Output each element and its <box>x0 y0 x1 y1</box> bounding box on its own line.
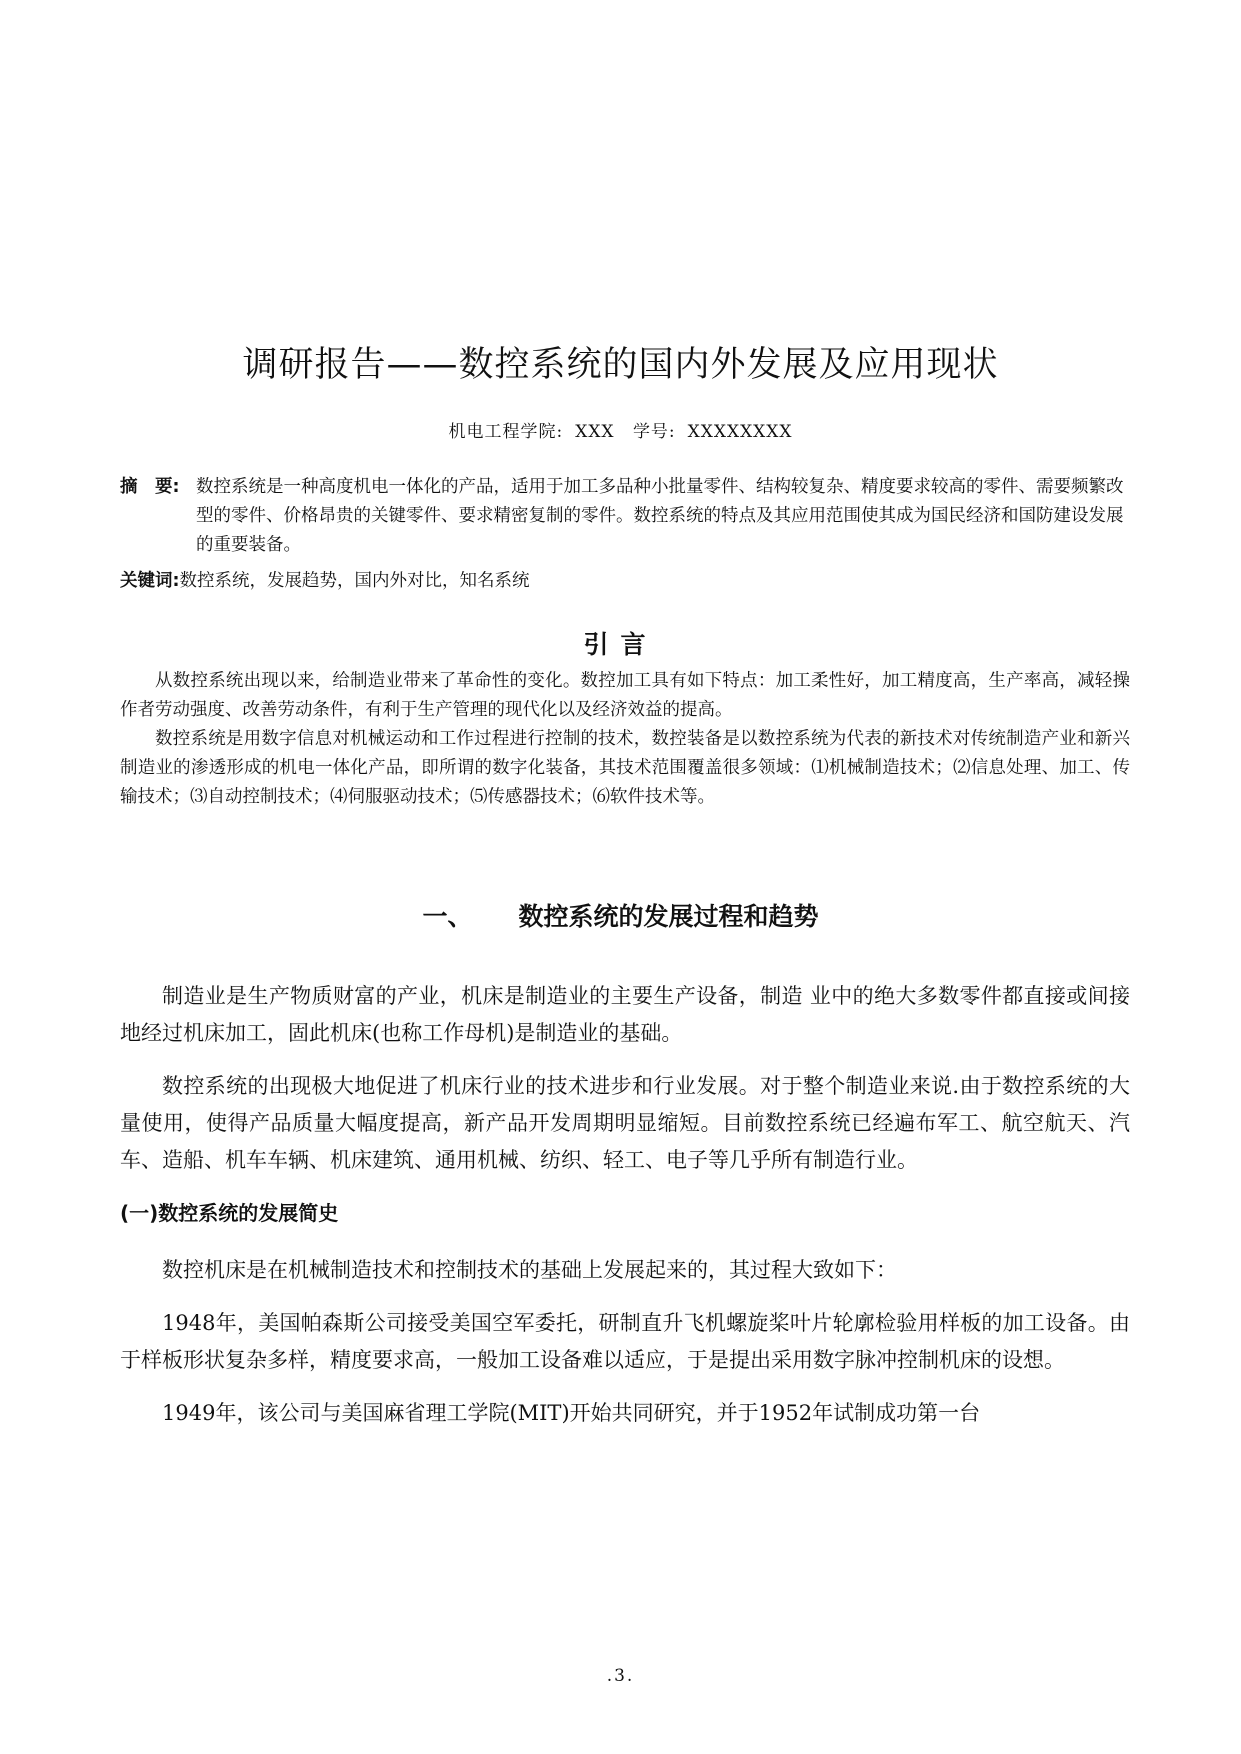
paragraph: 制造业是生产物质财富的产业，机床是制造业的主要生产设备，制造 业中的绝大多数零件都直接或间接地经过机床加工，固此机床(也称工作母机)是制造业的基础。 <box>120 984 1130 1045</box>
page-title: 调研报告——数控系统的国内外发展及应用现状 <box>242 345 999 385</box>
section-body <box>120 978 1130 1448</box>
abstract-text: 数控系统是一种高度机电一体化的产品，适用于加工多品种小批量零件、结构较复杂、精度要求较高的零件、需要频繁改型的零件、价格昂贵的关键零件、要求精密复制的零件。数控系统的特点及其应用范围使其成为国民经济和国防建设发展的重要装备。 <box>196 477 1124 555</box>
keywords-label: 关键词: <box>120 571 180 591</box>
author-line <box>0 417 1241 442</box>
college-label: 机电工程学院: <box>448 422 564 442</box>
intro-body <box>120 667 1130 812</box>
student-id-value: XXXXXXXX <box>687 422 793 442</box>
paragraph: 1948年，美国帕森斯公司接受美国空军委托，研制直升飞机螺旋桨叶片轮廓检验用样板的加工设备。由于样板形状复杂多样，精度要求高，一般加工设备难以适应，于是提出采用数字脉冲控制机床的设想。 <box>120 1311 1130 1372</box>
paragraph: 数控系统是用数字信息对机械运动和工作过程进行控制的技术，数控装备是以数控系统为代表的新技术对传统制造产业和新兴制造业的渗透形成的机电一体化产品，即所谓的数字化装备，其技术范围覆盖很多领域：⑴机械制造技术；⑵信息处理、加工、传输技术；⑶自动控制技术；⑷伺服驱动技术；⑸传感器技术；⑹软件技术等。 <box>120 729 1130 807</box>
paragraph: 数控系统的出现极大地促进了机床行业的技术进步和行业发展。对于整个制造业来说.由于数控系统的大量使用，使得产品质量大幅度提高，新产品开发周期明显缩短。目前数控系统已经遍布军工、航空航天、汽车、造船、机车车辆、机床建筑、通用机械、纺织、轻工、电子等几乎所有制造行业。 <box>120 1074 1130 1172</box>
abstract-label: 摘 要: <box>120 477 180 497</box>
abstract <box>120 473 1130 560</box>
section-number: 一、 <box>422 902 473 931</box>
author-name: XXX <box>575 422 615 442</box>
intro-heading: 引言 <box>583 630 658 659</box>
section-heading <box>0 897 1241 933</box>
section-title: 数控系统的发展过程和趋势 <box>518 902 819 931</box>
keywords-text: 数控系统，发展趋势，国内外对比，知名系统 <box>179 571 530 591</box>
subsection-heading: (一)数控系统的发展简史 <box>120 1201 339 1225</box>
paragraph: 1949年，该公司与美国麻省理工学院(MIT)开始共同研究，并于1952年试制成功第一台 <box>162 1401 981 1425</box>
paragraph: 数控机床是在机械制造技术和控制技术的基础上发展起来的，其过程大致如下： <box>162 1258 897 1282</box>
keywords <box>120 567 1130 596</box>
student-id-label: 学号: <box>632 422 676 442</box>
page-number: .3. <box>606 1666 635 1686</box>
paragraph: 从数控系统出现以来，给制造业带来了革命性的变化。数控加工具有如下特点：加工柔性好，加工精度高，生产率高，减轻操作者劳动强度、改善劳动条件，有利于生产管理的现代化以及经济效益的提高。 <box>120 671 1130 720</box>
